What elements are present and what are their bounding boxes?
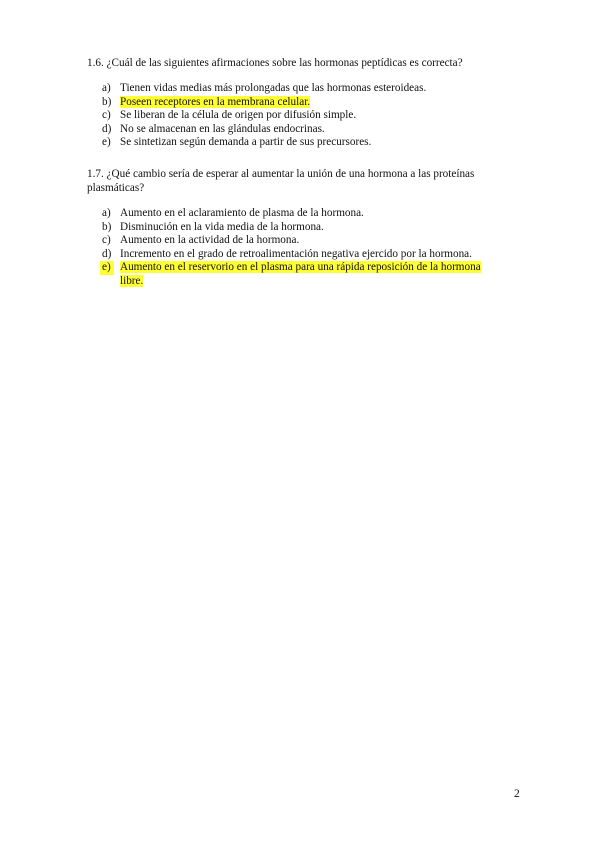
option-text: Se sintetizan según demanda a partir de sus precursores. [120,136,372,149]
option-text: Aumento en la actividad de la hormona. [120,234,300,247]
option-letter: d) [102,122,112,135]
option-e [87,261,527,288]
question-text-line2: plasmáticas? [87,182,145,194]
option-b [87,96,527,110]
question-text: ¿Cuál de las siguientes afirmaciones sobre las hormonas peptídicas es correcta? [106,57,463,69]
option-text: Tienen vidas medias más prolongadas que las hormonas esteroideas. [120,82,427,94]
option-letter: e) [102,136,111,149]
option-a [87,82,527,96]
question-text-line1: ¿Qué cambio sería de esperar al aumentar la unión de una hormona a las proteínas [106,168,475,180]
question-title [87,56,527,70]
option-d [87,248,527,262]
option-text: Aumento en el aclaramiento de plasma de la hormona. [120,207,364,219]
option-text-highlighted-line2: libre. [120,274,144,287]
option-b [87,221,527,235]
option-text: Se liberan de la célula de origen por difusión simple. [120,109,357,122]
question-number: 1.6. [87,57,104,69]
option-letter: a) [102,82,111,94]
option-text-highlighted-line1: Aumento en el reservorio en el plasma para una rápida reposición de la hormona [120,261,481,274]
option-letter-highlighted: e) [100,261,114,275]
question-1-7 [87,167,527,289]
option-c [87,234,527,248]
page-number: 2 [514,788,520,800]
options-list [87,207,527,289]
option-text: No se almacenan en las glándulas endocrinas. [120,122,325,135]
option-a [87,207,527,221]
option-letter: c) [102,109,111,122]
option-text: Disminución en la vida media de la hormona. [120,220,324,233]
question-title [87,167,527,195]
option-e [87,136,527,150]
option-letter: d) [102,247,112,260]
option-text: Incremento en el grado de retroalimentación negativa ejercido por la hormona. [120,247,472,260]
option-c [87,109,527,123]
options-list [87,82,527,150]
option-d [87,123,527,137]
option-letter: b) [102,220,112,233]
option-letter: c) [102,234,111,247]
question-1-6 [87,56,527,150]
option-text-highlighted: Poseen receptores en la membrana celular. [120,95,311,108]
option-letter: a) [102,207,111,219]
question-number: 1.7. [87,168,104,180]
option-letter: b) [102,95,112,108]
